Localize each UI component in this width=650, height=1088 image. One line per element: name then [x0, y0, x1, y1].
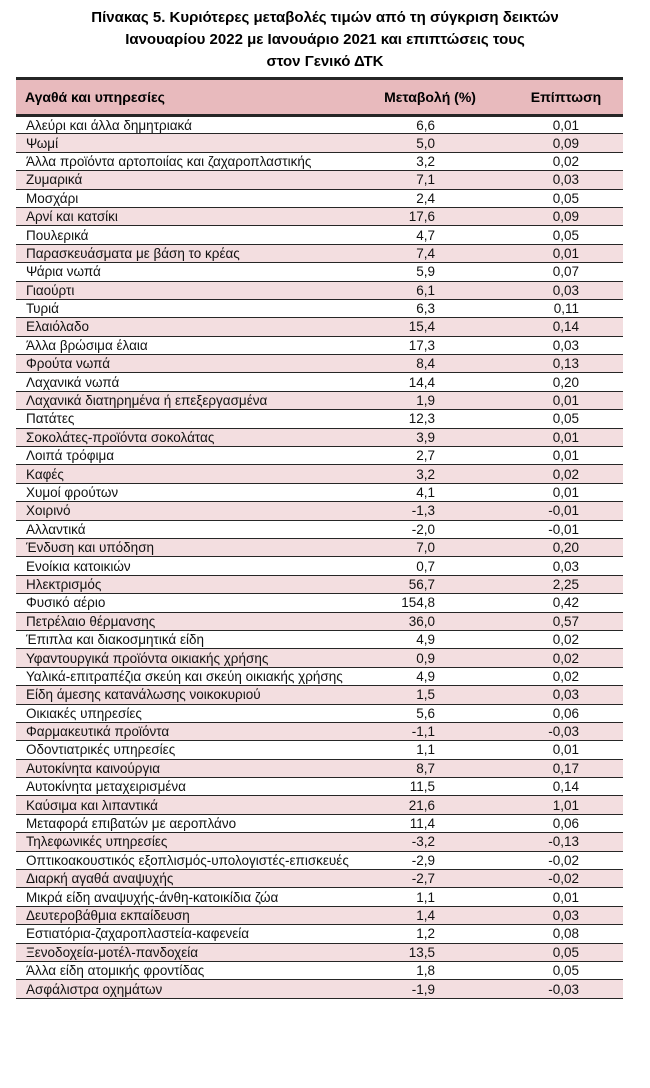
table-row [16, 833, 623, 851]
row-impact-value: 0,01 [480, 741, 623, 759]
title-line-1: Πίνακας 5. Κυριότερες μεταβολές τιμών από τη σύγκριση δεικτών [91, 9, 559, 26]
row-item-label: Λαχανικά νωπά [16, 373, 356, 391]
row-change-value: 4,9 [356, 630, 480, 648]
row-impact-value: 0,06 [480, 704, 623, 722]
row-change-value: 1,8 [356, 961, 480, 979]
table-title [0, 0, 650, 73]
row-item-label: Τυριά [16, 299, 356, 317]
table-row [16, 925, 623, 943]
row-impact-value: 0,05 [480, 943, 623, 961]
table-row [16, 171, 623, 189]
row-change-value: 4,7 [356, 226, 480, 244]
row-item-label: Σοκολάτες-προϊόντα σοκολάτας [16, 428, 356, 446]
table-row [16, 226, 623, 244]
table-row [16, 704, 623, 722]
row-impact-value: 0,05 [480, 189, 623, 207]
row-item-label: Ψωμί [16, 134, 356, 152]
table-row [16, 980, 623, 998]
row-change-value: 2,7 [356, 447, 480, 465]
row-item-label: Είδη άμεσης κατανάλωσης νοικοκυριού [16, 686, 356, 704]
table-row [16, 630, 623, 648]
row-impact-value: 0,42 [480, 594, 623, 612]
table-row [16, 134, 623, 152]
table-row [16, 428, 623, 446]
table-row [16, 612, 623, 630]
table-row [16, 557, 623, 575]
row-impact-value: -0,01 [480, 502, 623, 520]
row-change-value: 8,4 [356, 355, 480, 373]
row-impact-value: 0,17 [480, 759, 623, 777]
table-row [16, 447, 623, 465]
row-item-label: Ψάρια νωπά [16, 263, 356, 281]
row-item-label: Ασφάλιστρα οχημάτων [16, 980, 356, 998]
table-row [16, 594, 623, 612]
table-row [16, 888, 623, 906]
row-item-label: Μικρά είδη αναψυχής-άνθη-κατοικίδια ζώα [16, 888, 356, 906]
row-impact-value: 0,02 [480, 649, 623, 667]
row-item-label: Μοσχάρι [16, 189, 356, 207]
row-change-value: 1,1 [356, 741, 480, 759]
row-impact-value: 0,01 [480, 428, 623, 446]
table-row [16, 152, 623, 170]
row-item-label: Ξενοδοχεία-μοτέλ-πανδοχεία [16, 943, 356, 961]
row-impact-value: 0,14 [480, 318, 623, 336]
price-changes-table [16, 77, 623, 999]
row-item-label: Φυσικό αέριο [16, 594, 356, 612]
row-item-label: Χοιρινό [16, 502, 356, 520]
row-item-label: Φρούτα νωπά [16, 355, 356, 373]
row-item-label: Άλλα βρώσιμα έλαια [16, 336, 356, 354]
table-row [16, 355, 623, 373]
row-item-label: Υαλικά-επιτραπέζια σκεύη και σκεύη οικιακής χρήσης [16, 667, 356, 685]
row-change-value: 6,1 [356, 281, 480, 299]
row-item-label: Εστιατόρια-ζαχαροπλαστεία-καφενεία [16, 925, 356, 943]
row-impact-value: 0,09 [480, 207, 623, 225]
table-row [16, 796, 623, 814]
row-impact-value: 2,25 [480, 575, 623, 593]
row-impact-value: 0,01 [480, 116, 623, 134]
row-change-value: 11,5 [356, 778, 480, 796]
row-change-value: 5,0 [356, 134, 480, 152]
row-change-value: -1,9 [356, 980, 480, 998]
table-row [16, 851, 623, 869]
row-item-label: Φαρμακευτικά προϊόντα [16, 722, 356, 740]
row-impact-value: -0,03 [480, 722, 623, 740]
row-impact-value: -0,13 [480, 833, 623, 851]
row-change-value: 0,9 [356, 649, 480, 667]
table-row [16, 263, 623, 281]
row-change-value: 7,0 [356, 538, 480, 556]
col-header-change-percent: Μεταβολή (%) [356, 79, 480, 116]
row-change-value: 1,2 [356, 925, 480, 943]
row-change-value: 15,4 [356, 318, 480, 336]
row-impact-value: 0,03 [480, 686, 623, 704]
row-impact-value: 0,05 [480, 226, 623, 244]
table-row [16, 318, 623, 336]
row-item-label: Οδοντιατρικές υπηρεσίες [16, 741, 356, 759]
row-item-label: Ηλεκτρισμός [16, 575, 356, 593]
row-impact-value: 1,01 [480, 796, 623, 814]
row-change-value: 7,4 [356, 244, 480, 262]
row-change-value: 1,4 [356, 906, 480, 924]
row-item-label: Άλλα είδη ατομικής φροντίδας [16, 961, 356, 979]
table-row [16, 465, 623, 483]
row-change-value: -2,9 [356, 851, 480, 869]
table-row [16, 575, 623, 593]
row-item-label: Λαχανικά διατηρημένα ή επεξεργασμένα [16, 391, 356, 409]
row-item-label: Ένδυση και υπόδηση [16, 538, 356, 556]
table-row [16, 943, 623, 961]
row-impact-value: 0,01 [480, 888, 623, 906]
title-line-3: στον Γενικό ΔΤΚ [266, 53, 384, 70]
row-change-value: 3,9 [356, 428, 480, 446]
row-change-value: 12,3 [356, 410, 480, 428]
row-change-value: 4,9 [356, 667, 480, 685]
row-change-value: 154,8 [356, 594, 480, 612]
row-impact-value: 0,03 [480, 557, 623, 575]
row-change-value: 21,6 [356, 796, 480, 814]
col-header-goods-services: Αγαθά και υπηρεσίες [16, 79, 356, 116]
row-impact-value: 0,20 [480, 373, 623, 391]
row-impact-value: -0,02 [480, 851, 623, 869]
row-impact-value: 0,01 [480, 483, 623, 501]
row-impact-value: -0,01 [480, 520, 623, 538]
row-impact-value: 0,03 [480, 906, 623, 924]
table-row [16, 299, 623, 317]
row-item-label: Αρνί και κατσίκι [16, 207, 356, 225]
row-impact-value: 0,14 [480, 778, 623, 796]
col-header-impact: Επίπτωση [480, 79, 623, 116]
table-row [16, 483, 623, 501]
table-row [16, 336, 623, 354]
table-row [16, 906, 623, 924]
row-impact-value: 0,03 [480, 171, 623, 189]
row-change-value: 17,3 [356, 336, 480, 354]
table-row [16, 281, 623, 299]
table-row [16, 520, 623, 538]
row-item-label: Οικιακές υπηρεσίες [16, 704, 356, 722]
row-change-value: -1,3 [356, 502, 480, 520]
row-change-value: 14,4 [356, 373, 480, 391]
row-impact-value: 0,08 [480, 925, 623, 943]
row-change-value: 13,5 [356, 943, 480, 961]
table-row [16, 207, 623, 225]
table-row [16, 667, 623, 685]
table-row [16, 373, 623, 391]
table-row [16, 686, 623, 704]
row-item-label: Καύσιμα και λιπαντικά [16, 796, 356, 814]
row-change-value: -3,2 [356, 833, 480, 851]
row-change-value: 1,9 [356, 391, 480, 409]
table-row [16, 722, 623, 740]
row-impact-value: 0,01 [480, 244, 623, 262]
row-impact-value: 0,13 [480, 355, 623, 373]
row-change-value: 5,6 [356, 704, 480, 722]
row-item-label: Γιαούρτι [16, 281, 356, 299]
row-change-value: 2,4 [356, 189, 480, 207]
row-item-label: Πατάτες [16, 410, 356, 428]
row-change-value: 0,7 [356, 557, 480, 575]
row-item-label: Άλλα προϊόντα αρτοποιίας και ζαχαροπλαστικής [16, 152, 356, 170]
row-item-label: Δευτεροβάθμια εκπαίδευση [16, 906, 356, 924]
table-row [16, 244, 623, 262]
row-item-label: Μεταφορά επιβατών με αεροπλάνο [16, 814, 356, 832]
row-impact-value: 0,03 [480, 336, 623, 354]
row-change-value: 1,5 [356, 686, 480, 704]
table-body [16, 116, 623, 999]
row-change-value: 6,3 [356, 299, 480, 317]
row-item-label: Τηλεφωνικές υπηρεσίες [16, 833, 356, 851]
row-impact-value: 0,02 [480, 630, 623, 648]
row-impact-value: 0,05 [480, 410, 623, 428]
row-item-label: Ελαιόλαδο [16, 318, 356, 336]
row-item-label: Αυτοκίνητα μεταχειρισμένα [16, 778, 356, 796]
table-row [16, 759, 623, 777]
table-row [16, 502, 623, 520]
table-row [16, 391, 623, 409]
header-row [16, 79, 623, 116]
row-change-value: 11,4 [356, 814, 480, 832]
row-item-label: Ζυμαρικά [16, 171, 356, 189]
row-change-value: 4,1 [356, 483, 480, 501]
table-row [16, 961, 623, 979]
row-change-value: 1,1 [356, 888, 480, 906]
row-impact-value: 0,07 [480, 263, 623, 281]
row-impact-value: 0,02 [480, 667, 623, 685]
table-row [16, 189, 623, 207]
row-change-value: -2,7 [356, 870, 480, 888]
row-impact-value: 0,11 [480, 299, 623, 317]
row-impact-value: 0,02 [480, 465, 623, 483]
row-impact-value: -0,03 [480, 980, 623, 998]
row-impact-value: 0,06 [480, 814, 623, 832]
row-item-label: Οπτικοακουστικός εξοπλισμός-υπολογιστές-επισκευές [16, 851, 356, 869]
row-change-value: -1,1 [356, 722, 480, 740]
row-item-label: Αλεύρι και άλλα δημητριακά [16, 116, 356, 134]
row-change-value: 56,7 [356, 575, 480, 593]
table-header [16, 79, 623, 116]
row-impact-value: 0,01 [480, 391, 623, 409]
row-change-value: 3,2 [356, 152, 480, 170]
row-item-label: Διαρκή αγαθά αναψυχής [16, 870, 356, 888]
row-impact-value: 0,03 [480, 281, 623, 299]
row-change-value: -2,0 [356, 520, 480, 538]
row-change-value: 8,7 [356, 759, 480, 777]
row-change-value: 36,0 [356, 612, 480, 630]
table-row [16, 116, 623, 134]
row-impact-value: 0,02 [480, 152, 623, 170]
table-row [16, 538, 623, 556]
row-impact-value: 0,57 [480, 612, 623, 630]
row-change-value: 5,9 [356, 263, 480, 281]
row-change-value: 7,1 [356, 171, 480, 189]
row-change-value: 3,2 [356, 465, 480, 483]
row-item-label: Λοιπά τρόφιμα [16, 447, 356, 465]
row-impact-value: 0,20 [480, 538, 623, 556]
table-row [16, 649, 623, 667]
title-line-2: Ιανουαρίου 2022 με Ιανουάριο 2021 και επιπτώσεις τους [125, 31, 525, 48]
row-item-label: Καφές [16, 465, 356, 483]
row-impact-value: 0,05 [480, 961, 623, 979]
row-change-value: 17,6 [356, 207, 480, 225]
row-item-label: Πουλερικά [16, 226, 356, 244]
row-item-label: Έπιπλα και διακοσμητικά είδη [16, 630, 356, 648]
table-row [16, 778, 623, 796]
row-item-label: Ενοίκια κατοικιών [16, 557, 356, 575]
row-change-value: 6,6 [356, 116, 480, 134]
table-row [16, 410, 623, 428]
table-row [16, 814, 623, 832]
row-impact-value: -0,02 [480, 870, 623, 888]
row-item-label: Χυμοί φρούτων [16, 483, 356, 501]
table-row [16, 741, 623, 759]
row-impact-value: 0,01 [480, 447, 623, 465]
row-item-label: Αυτοκίνητα καινούργια [16, 759, 356, 777]
row-item-label: Υφαντουργικά προϊόντα οικιακής χρήσης [16, 649, 356, 667]
table-row [16, 870, 623, 888]
row-item-label: Πετρέλαιο θέρμανσης [16, 612, 356, 630]
row-impact-value: 0,09 [480, 134, 623, 152]
row-item-label: Αλλαντικά [16, 520, 356, 538]
row-item-label: Παρασκευάσματα με βάση το κρέας [16, 244, 356, 262]
